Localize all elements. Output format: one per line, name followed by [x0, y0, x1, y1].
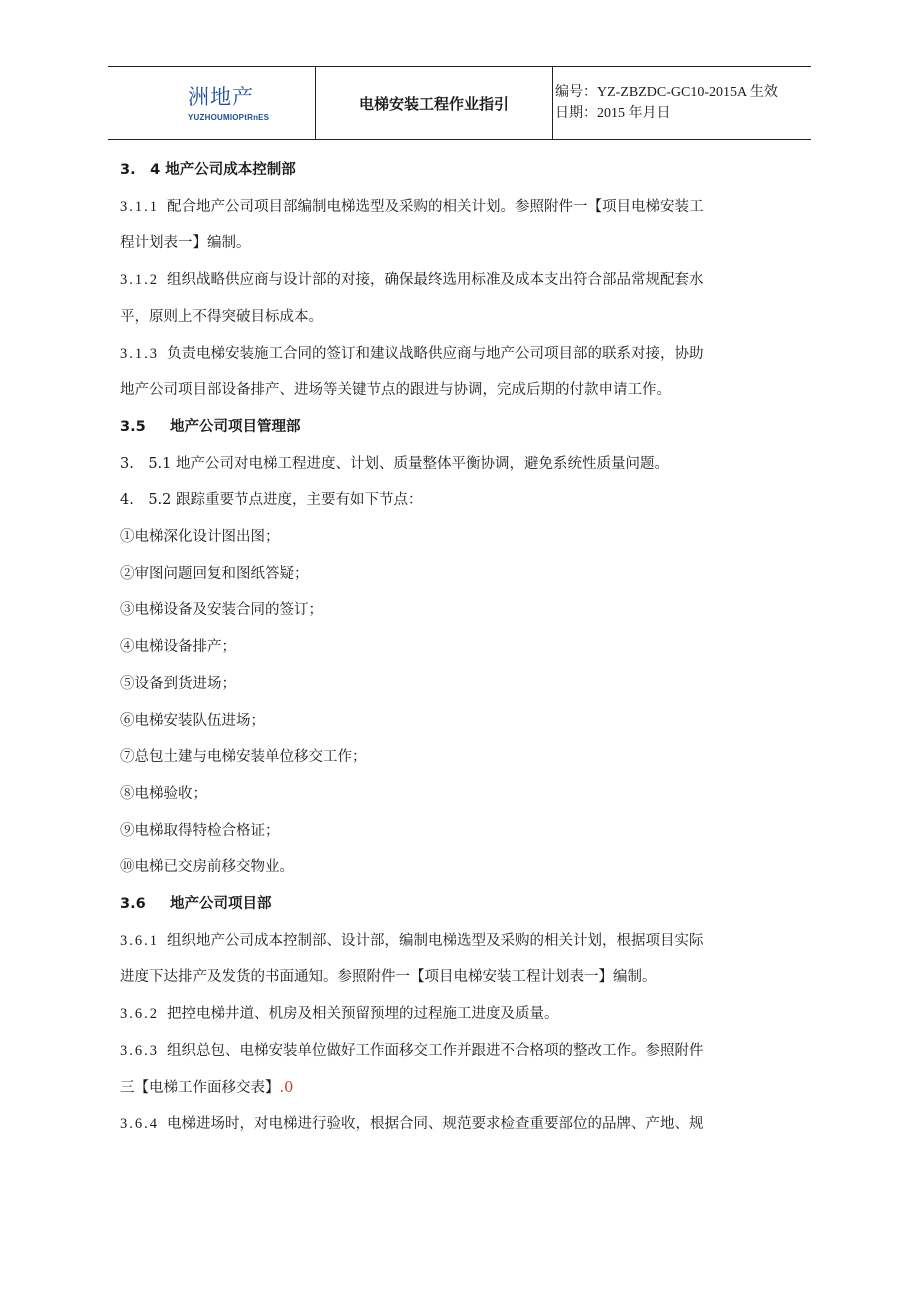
- node-item: ②审图问题回复和图纸答疑；: [120, 565, 309, 582]
- section-number: 3.5: [120, 418, 146, 435]
- clause-text: 电梯进场时，对电梯进行验收，根据合同、规范要求检查重要部位的品牌、产地、规: [167, 1116, 704, 1133]
- clause-3-1-3-cont: 地产公司项目部设备排产、进场等关键节点的跟进与协调，完成后期的付款申请工作。: [120, 382, 671, 399]
- clause-number: 3.1.2: [120, 272, 159, 289]
- clause-text: 负责电梯安装施工合同的签订和建议战略供应商与地产公司项目部的联系对接，协助: [167, 345, 704, 362]
- node-item: ⑤设备到货进场；: [120, 675, 236, 692]
- highlighted-mark: .0: [279, 1079, 294, 1096]
- clause-number: 3.6.1: [120, 932, 159, 949]
- clause-number: 3.6.4: [120, 1116, 159, 1133]
- clause-text: 组织总包、电梯安装单位做好工作面移交工作并跟进不合格项的整改工作。参照附件: [167, 1042, 704, 1059]
- clause-3-6-1-cont: 进度下达排产及发货的书面通知。参照附件一【项目电梯安装工程计划表一】编制。: [120, 969, 657, 986]
- document-meta: [553, 67, 811, 139]
- clause-number: 3.1.3: [120, 345, 159, 362]
- node-item: ④电梯设备排产；: [120, 639, 236, 656]
- document-title: 电梯安装工程作业指引: [316, 67, 553, 139]
- logo-subtext: YUZHOUMIOPtRnES: [188, 112, 270, 122]
- section-3-4-heading: 3. 4 地产公司成本控制部: [120, 162, 296, 178]
- node-item: ⑥电梯安装队伍进场；: [120, 712, 265, 729]
- node-item: ⑧电梯验收；: [120, 785, 207, 802]
- node-item: ⑦总包土建与电梯安装单位移交工作；: [120, 749, 367, 766]
- clause-3-1-2: [120, 262, 805, 299]
- document-header: [108, 66, 811, 140]
- document-code: 编号：YZ-ZBZDC-GC10-2015A 生效: [555, 85, 778, 100]
- logo-text: 洲地产: [188, 84, 254, 109]
- clause-3-1-1: [120, 189, 805, 226]
- clause-4-5-2: 4. 5.2 跟踪重要节点进度，主要有如下节点：: [120, 492, 423, 509]
- node-item: ⑩电梯已交房前移交物业。: [120, 859, 294, 876]
- clause-text: 组织战略供应商与设计部的对接，确保最终选用标准及成本支出符合部品常规配套水: [167, 272, 704, 289]
- clause-text: 把控电梯井道、机房及相关预留预埋的过程施工进度及质量。: [167, 1006, 559, 1023]
- clause-3-6-1: [120, 923, 805, 960]
- document-body: [120, 152, 805, 1143]
- node-item: ⑨电梯取得特检合格证；: [120, 822, 280, 839]
- clause-text: 组织地产公司成本控制部、设计部，编制电梯选型及采购的相关计划，根据项目实际: [167, 932, 704, 949]
- clause-3-5-1: 3. 5.1 地产公司对电梯工程进度、计划、质量整体平衡协调，避免系统性质量问题。: [120, 455, 670, 472]
- clause-3-1-2-cont: 平，原则上不得突破目标成本。: [120, 308, 323, 325]
- node-item: ①电梯深化设计图出图；: [120, 529, 280, 546]
- clause-3-1-3: [120, 336, 805, 373]
- clause-3-6-3: [120, 1033, 805, 1070]
- clause-3-6-3-cont: [120, 1070, 805, 1107]
- company-logo: [108, 67, 316, 139]
- section-3-6-heading: [120, 886, 805, 923]
- clause-number: 3.6.2: [120, 1006, 159, 1023]
- node-item: ③电梯设备及安装合同的签订；: [120, 602, 323, 619]
- clause-3-6-2: [120, 996, 805, 1033]
- clause-3-6-4: [120, 1106, 805, 1143]
- clause-3-1-1-cont: 程计划表一】编制。: [120, 235, 251, 252]
- section-title: 地产公司项目管理部: [170, 418, 301, 435]
- clause-text: 三【电梯工作面移交表】: [120, 1079, 280, 1096]
- section-3-5-heading: [120, 409, 805, 446]
- clause-number: 3.6.3: [120, 1042, 159, 1059]
- clause-text: 配合地产公司项目部编制电梯选型及采购的相关计划。参照附件一【项目电梯安装工: [167, 198, 704, 215]
- effective-date: 日期：2015 年月日: [555, 106, 671, 121]
- section-title: 地产公司项目部: [170, 896, 272, 913]
- section-number: 3.6: [120, 896, 146, 913]
- clause-number: 3.1.1: [120, 198, 159, 215]
